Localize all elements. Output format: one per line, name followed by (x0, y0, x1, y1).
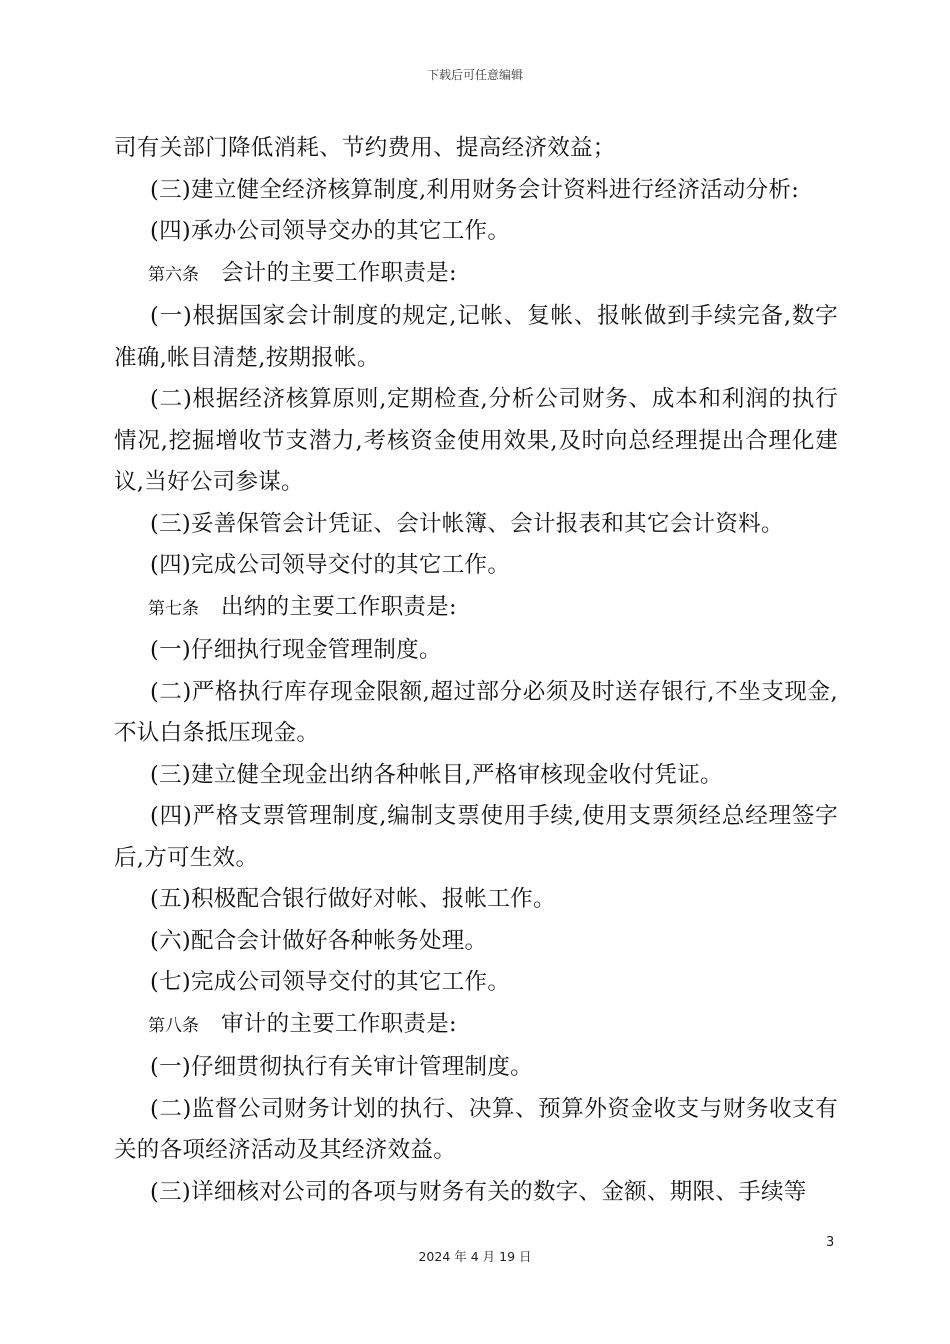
article-heading (114, 253, 838, 297)
paragraph: (七)完成公司领导交付的其它工作。 (150, 969, 511, 995)
article-number: 第八条 (148, 1015, 199, 1036)
article-title: 出纳的主要工作职责是: (221, 593, 457, 620)
paragraph: (五)积极配合银行做好对帐、报帐工作。 (150, 886, 556, 912)
footer-date: 2024 年 4 月 19 日 (418, 1249, 532, 1264)
paragraph: 司有关部门降低消耗、节约费用、提高经济效益； (114, 135, 616, 161)
paragraph: (三)建立健全现金出纳各种帐目,严格审核现金收付凭证。 (150, 761, 723, 788)
paragraph: (二)监督公司财务计划的执行、决算、预算外资金收支与财务收支有关的各项经济活动及其经济效益。 (114, 1095, 838, 1163)
paragraph: (四)承办公司领导交办的其它工作。 (150, 218, 511, 244)
paragraph: (一)仔细贯彻执行有关审计管理制度。 (150, 1054, 533, 1080)
paragraph: (二)根据经济核算原则,定期检查,分析公司财务、成本和利润的执行情况,挖掘增收节支潜力,考核资金使用效果,及时向总经理提出合理化建议,当好公司参谋。 (114, 386, 838, 495)
article-heading (114, 587, 838, 631)
article-title: 会计的主要工作职责是: (221, 259, 457, 286)
article-heading (114, 1004, 838, 1048)
article-number: 第六条 (148, 264, 199, 285)
page-header: 下载后可任意编辑 (426, 68, 523, 82)
paragraph: (三)详细核对公司的各项与财务有关的数字、金额、期限、手续等 (150, 1178, 807, 1205)
page-number: 3 (826, 1235, 835, 1250)
paragraph: (二)严格执行库存现金限额,超过部分必须及时送存银行,不坐支现金,不认白条抵压现金。 (114, 678, 838, 746)
article-title: 审计的主要工作职责是: (221, 1010, 457, 1037)
paragraph: (六)配合会计做好各种帐务处理。 (150, 927, 488, 954)
paragraph: (四)严格支票管理制度,编制支票使用手续,使用支票须经总经理签字后,方可生效。 (114, 803, 838, 871)
paragraph: (三)建立健全经济核算制度,利用财务会计资料进行经济活动分析: (150, 176, 800, 203)
document-body (114, 128, 838, 1213)
paragraph: (一)仔细执行现金管理制度。 (150, 637, 442, 663)
paragraph: (一)根据国家会计制度的规定,记帐、复帐、报帐做到手续完备,数字准确,帐目清楚,按期报帐。 (114, 303, 838, 371)
paragraph: (四)完成公司领导交付的其它工作。 (150, 552, 511, 578)
article-number: 第七条 (148, 598, 199, 619)
paragraph: (三)妥善保管会计凭证、会计帐簿、会计报表和其它会计资料。 (150, 510, 784, 537)
